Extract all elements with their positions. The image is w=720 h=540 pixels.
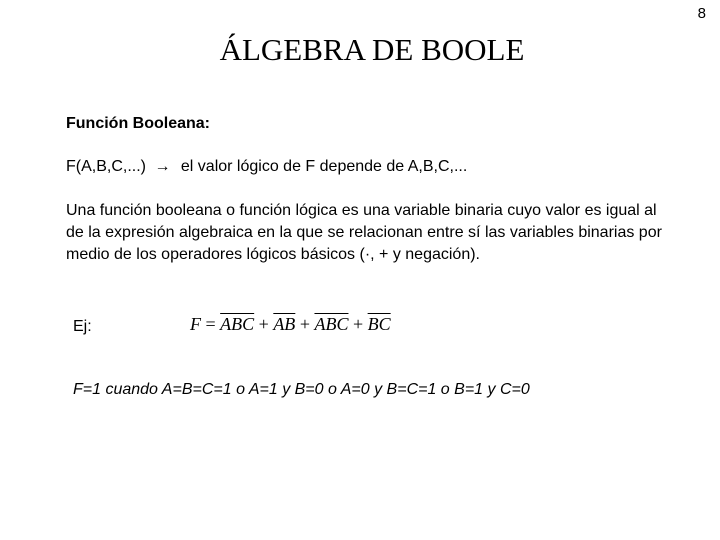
formula-term-2: $\overline{AB}$ [273, 314, 296, 334]
formula-plus-2: + [295, 314, 315, 334]
formula-term-1: $\overline{ABC}$ [220, 314, 255, 334]
function-description: el valor lógico de F depende de A,B,C,... [180, 158, 468, 175]
formula-equals: = [201, 314, 221, 334]
right-arrow-icon: → [154, 158, 171, 175]
page-number: 8 [697, 5, 706, 22]
function-signature: F(A,B,C,...) [66, 158, 146, 175]
formula-lhs: F [190, 314, 201, 334]
example-label: Ej: [73, 318, 92, 335]
formula-plus-3: + [348, 314, 368, 334]
formula-plus-1: + [254, 314, 274, 334]
formula-term-4: $\overline{BC}$ [367, 314, 391, 334]
boolean-formula [190, 314, 391, 335]
slide-title: ÁLGEBRA DE BOOLE [219, 32, 525, 67]
definition-paragraph: Una función booleana o función lógica es una variable binaria cuyo valor es igual al de la expresión algebraica en la que se relacionan entre sí las variables binarias por medio de los operadores lógicos básicos (·, + y negación). [66, 202, 662, 263]
section-heading: Función Booleana: [66, 115, 210, 132]
truth-condition: F=1 cuando A=B=C=1 o A=1 y B=0 o A=0 y B=C=1 o B=1 y C=0 [73, 381, 530, 398]
formula-term-3: $\overline{ABC}$ [314, 314, 349, 334]
function-notation-line [66, 158, 467, 176]
